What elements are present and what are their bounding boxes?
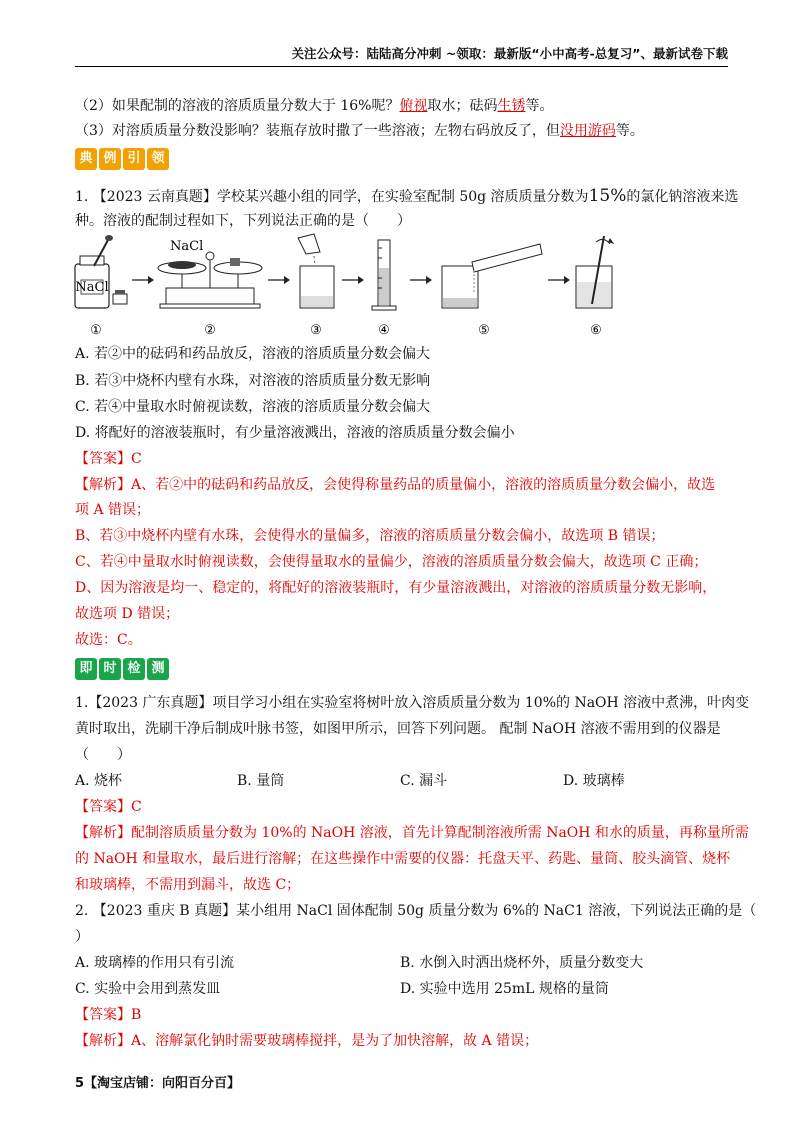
solution-preparation-figure: [70, 232, 630, 342]
underlined-term: 没用游码: [559, 123, 616, 139]
balance-icon: [158, 239, 262, 308]
badge-char: 即: [75, 658, 97, 680]
q2-option-d: D. 玻璃棒: [563, 773, 625, 789]
step-label-1: ①: [90, 323, 102, 338]
q1-stem-line1: [75, 186, 738, 207]
badge-char: 引: [123, 148, 145, 170]
badge-char: 时: [99, 658, 121, 680]
q1-explanation-3: B、若③中烧杯内壁有水珠，会使得水的量偏多，溶液的溶质质量分数会偏小，故选项 B 错误；: [75, 528, 665, 544]
q1-explanation-5: D、因为溶液是均一、稳定的，将配好的溶液装瓶时，有少量溶液溅出，对溶液的溶质质量分数无影响，: [75, 580, 717, 596]
q2-explanation-2: 的 NaOH 和量取水，最后进行溶解；在这些操作中需要的仪器：托盘天平、药匙、量筒、胶头滴管、烧杯: [75, 851, 731, 867]
nacl-label: NaCl: [170, 239, 204, 254]
q1-text: 的氯化钠溶液来选: [626, 189, 739, 205]
intro-text: 等。: [615, 123, 644, 139]
intro-text: 等。: [525, 98, 554, 114]
q1-option-b: B. 若③中烧杯内壁有水珠，对溶液的溶质质量分数无影响: [75, 373, 431, 389]
q1-option-c: C. 若④中量取水时俯视读数，溶液的溶质质量分数会偏大: [75, 399, 431, 415]
jar-label: NaCl: [75, 280, 109, 295]
q1-option-a: A. 若②中的砝码和药品放反，溶液的溶质质量分数会偏大: [75, 346, 431, 362]
q1-answer: 【答案】C: [75, 451, 142, 467]
q1-explanation-4: C、若④中量取水时俯视读数，会使得量取水的量偏少，溶液的溶质质量分数会偏大，故选项 C 正确；: [75, 554, 708, 570]
section-badge-examples: [75, 148, 169, 170]
underlined-term: 俯视: [399, 98, 428, 114]
badge-char: 典: [75, 148, 97, 170]
stirring-beaker-icon: [576, 236, 614, 308]
q3-option-a: A. 玻璃棒的作用只有引流: [75, 955, 235, 971]
q2-answer: 【答案】C: [75, 799, 142, 815]
page-header: [75, 44, 728, 67]
beaker-pouring-icon: [298, 234, 334, 308]
intro-text: （3）对溶质质量分数没影响？装瓶存放时撒了一些溶液；左物右码放反了，但: [75, 123, 560, 139]
q1-stem-line2: 种。溶液的配制过程如下，下列说法正确的是（ ）: [75, 213, 411, 229]
q3-option-c: C. 实验中会用到蒸发皿: [75, 981, 221, 997]
q1-explanation-7: 故选：C。: [75, 632, 142, 648]
badge-char: 领: [147, 148, 169, 170]
q1-explanation-1: 【解析】A、若②中的砝码和药品放反，会使得称量药品的质量偏小，溶液的溶质质量分数会偏小，故选: [75, 477, 716, 493]
q3-option-d: D. 实验中选用 25mL 规格的量筒: [400, 981, 609, 997]
step-label-2: ②: [204, 323, 216, 338]
q2-stem-line2: 黄时取出，洗刷干净后制成叶脉书签，如图甲所示，回答下列问题。 配制 NaOH 溶液不需用到的仪器是: [75, 721, 721, 737]
badge-char: 检: [123, 658, 145, 680]
q2-explanation-3: 和玻璃棒，不需用到漏斗，故选 C；: [75, 877, 301, 893]
step-label-6: ⑥: [590, 323, 602, 338]
arrow-head-2: [284, 276, 290, 284]
intro-line-3: [75, 121, 644, 141]
badge-char: 例: [99, 148, 121, 170]
step-label-3: ③: [310, 323, 322, 338]
step-label-5: ⑤: [478, 323, 490, 338]
intro-text: （2）如果配制的溶液的溶质质量分数大于 16%呢？: [75, 98, 400, 114]
q1-explanation-2: 项 A 错误；: [75, 502, 151, 518]
page-number: 5: [75, 1076, 85, 1091]
q1-percent: 15%: [588, 186, 627, 206]
intro-text: 取水；砝码: [427, 98, 498, 114]
q3-stem-line2: ）: [75, 929, 89, 945]
q1-text: 1. 【2023 云南真题】学校某兴趣小组的同学，在实验室配制 50g 溶质质量分数为: [75, 189, 589, 205]
q2-option-a: A. 烧杯: [75, 773, 123, 789]
q3-stem-line1: 2. 【2023 重庆 B 真题】某小组用 NaCl 固体配制 50g 质量分数为 6%的 NaC1 溶液，下列说法正确的是（: [75, 903, 757, 919]
q3-explanation-1: 【解析】A、溶解氯化钠时需要玻璃棒搅拌，是为了加快溶解，故 A 错误；: [75, 1033, 539, 1049]
q1-explanation-6: 故选项 D 错误；: [75, 606, 180, 622]
arrow-head-3: [358, 276, 364, 284]
section-badge-practice: [75, 658, 169, 680]
q2-option-c: C. 漏斗: [400, 773, 448, 789]
q2-option-b: B. 量筒: [237, 773, 285, 789]
underlined-term: 生锈: [497, 98, 526, 114]
q1-option-d: D. 将配好的溶液装瓶时，有少量溶液溅出，溶液的溶质质量分数会偏小: [75, 425, 515, 441]
intro-line-2: [75, 96, 553, 116]
q2-explanation-1: 【解析】配制溶质质量分数为 10%的 NaOH 溶液，首先计算配制溶液所需 NaOH 和水的质量，再称量所需: [75, 825, 749, 841]
badge-char: 测: [147, 658, 169, 680]
graduated-cylinder-icon: [372, 240, 396, 310]
q2-stem-line3: （ ）: [75, 747, 131, 763]
reagent-jar-icon: [75, 235, 127, 308]
page-footer: [75, 1072, 240, 1091]
footer-text: 【淘宝店铺：向阳百分百】: [84, 1076, 241, 1091]
header-text: 关注公众号：陆陆高分冲刺 ~领取：最新版“小中高考-总复习”、最新试卷下载: [291, 46, 728, 61]
q3-answer: 【答案】B: [75, 1007, 142, 1023]
step-label-4: ④: [378, 323, 390, 338]
q3-option-b: B. 水倒入时洒出烧杯外，质量分数变大: [400, 955, 644, 971]
arrow-head-5: [564, 276, 570, 284]
arrow-head-1: [148, 276, 154, 284]
beaker-with-cylinder-icon: [442, 244, 542, 308]
arrow-head-4: [426, 276, 432, 284]
q2-stem-line1: 1.【2023 广东真题】项目学习小组在实验室将树叶放入溶质质量分数为 10%的 NaOH 溶液中煮沸，叶肉变: [75, 695, 750, 711]
